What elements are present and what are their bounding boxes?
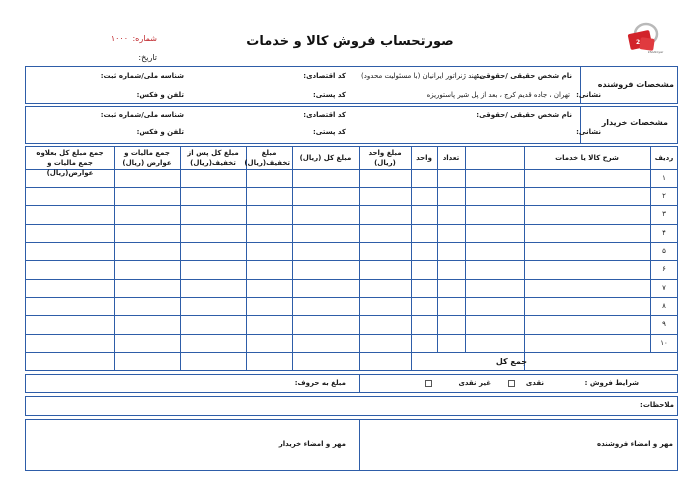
non-cash-checkbox[interactable]: [425, 380, 432, 387]
row-number: ۸: [662, 302, 666, 310]
col-header-total-price: مبلغ کل (ریال): [299, 154, 352, 162]
page-title: صورتحساب فروش کالا و خدمات: [246, 34, 454, 49]
seller-name-value: سهند ژنراتور ایرانیان (با مسئولیت محدود): [361, 72, 483, 80]
seller-address-value: تهران ، جاده قدیم کرج ، بعد از پل شیر پاستوریزه: [426, 91, 570, 99]
col-header-unit: واحد: [416, 154, 432, 162]
notes-box: [25, 396, 678, 416]
amount-words-label: مبلغ به حروف:: [294, 379, 346, 387]
signature-box: [25, 419, 678, 471]
sum-label: جمع کل: [495, 357, 527, 366]
row-number: ۲: [662, 192, 666, 200]
cash-label: نقدی: [525, 379, 544, 387]
buyer-phone-label: تلفن و فکس:: [136, 128, 184, 136]
buyer-economic-code-label: کد اقتصادی:: [303, 111, 346, 119]
col-header-description: شرح کالا یا خدمات: [555, 154, 619, 162]
col-header-grand-total: جمع مبلغ کل بعلاوه جمع مالیات و عوارض(ریال): [36, 149, 104, 177]
cash-checkbox[interactable]: [508, 380, 515, 387]
buyer-signature-label: مهر و امضاء خریدار: [278, 440, 346, 448]
col-header-count: تعداد: [442, 154, 460, 162]
seller-phone-label: تلفن و فکس:: [136, 91, 184, 99]
col-header-after-discount: مبلغ کل پس از تخفیف(ریال): [187, 149, 239, 167]
row-number: ۴: [662, 229, 666, 237]
row-number: ۶: [662, 265, 666, 273]
col-header-row: ردیف: [654, 154, 674, 162]
items-table: [25, 146, 678, 371]
buyer-address-label: نشانی:: [576, 128, 601, 136]
seller-name-label: نام شخص حقیقی /حقوقی:: [476, 72, 572, 80]
terms-label: شرایط فروش :: [584, 379, 639, 387]
invoice-date-label: تاریخ:: [138, 53, 157, 62]
seller-postal-code-label: کد پستی:: [312, 91, 346, 99]
buyer-national-id-label: شناسه ملی/شماره ثبت:: [100, 111, 184, 119]
seller-economic-code-label: کد اقتصادی:: [303, 72, 346, 80]
row-number: ۵: [662, 247, 666, 255]
seller-address-label: نشانی:: [576, 91, 601, 99]
col-header-tax: جمع مالیات و عوارض (ریال): [122, 149, 172, 167]
logo-text: khodroyar: [648, 50, 664, 54]
invoice-number-label: شماره:: [132, 34, 157, 43]
non-cash-label: غیر نقدی: [458, 379, 491, 387]
row-number: ۹: [662, 320, 666, 328]
buyer-name-label: نام شخص حقیقی /حقوقی:: [476, 111, 572, 119]
col-header-unit-price: مبلغ واحد (ریال): [368, 149, 402, 167]
row-number: ۳: [662, 210, 666, 218]
row-number: ۱۰: [660, 339, 668, 347]
terms-box: [25, 374, 678, 393]
seller-signature-label: مهر و امضاء فروشنده: [596, 440, 673, 448]
notes-label: ملاحظات:: [640, 401, 674, 409]
buyer-postal-code-label: کد پستی:: [312, 128, 346, 136]
invoice-number-value: ۱۰۰۰: [110, 34, 128, 43]
row-number: ۷: [662, 284, 666, 292]
row-number: ۱: [662, 174, 666, 182]
seller-section-label: مشخصات فروشنده: [597, 80, 674, 89]
col-header-discount: مبلغ تخفیف(ریال): [244, 149, 290, 167]
svg-text:2: 2: [636, 39, 641, 46]
seller-national-id-label: شناسه ملی/شماره ثبت:: [100, 72, 184, 80]
buyer-section-label: مشخصات خریدار: [601, 118, 668, 127]
